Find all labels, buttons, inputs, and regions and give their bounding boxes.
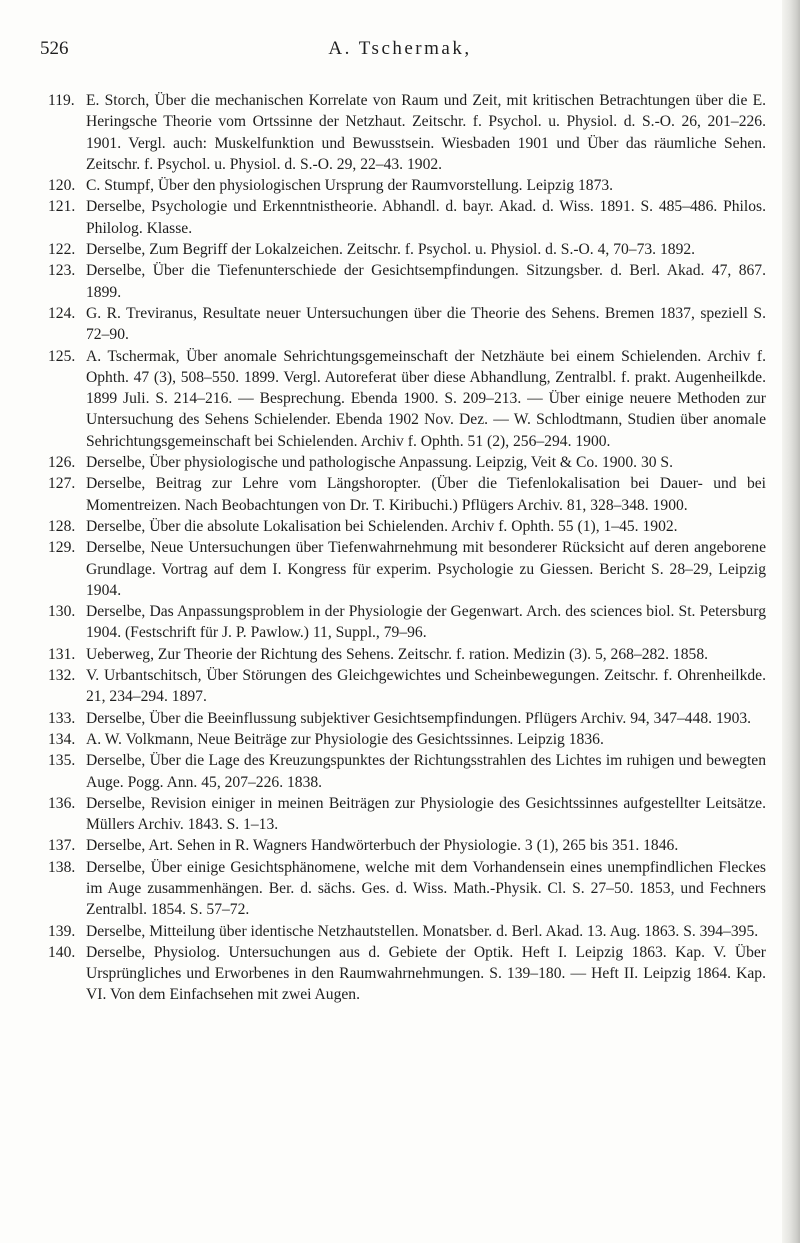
reference-text: Derselbe, Über die Lage des Kreuzungspunktes der Richtungsstrahlen des Lichtes im ruhigen und bewegten Auge. Pogg. Ann. 45, 207–226. 1838. <box>86 752 766 791</box>
reference-text: Derselbe, Art. Sehen in R. Wagners Handwörterbuch der Physiologie. 3 (1), 265 bis 351. 1846. <box>86 837 679 855</box>
reference-text: Derselbe, Beitrag zur Lehre vom Längshoropter. (Über die Tiefenlokalisation bei Dauer- und bei Momentreizen. Nach Beobachtungen von Dr. T. Kiribuchi.) Pflügers Archiv. 81, 328–348. 1900. <box>86 475 766 514</box>
reference-entry <box>48 942 766 1006</box>
reference-text: Derselbe, Psychologie und Erkenntnistheorie. Abhandl. d. bayr. Akad. d. Wiss. 1891. S. 485–486. Philos. Philolog. Klasse. <box>86 198 766 237</box>
reference-entry <box>48 537 766 601</box>
running-head <box>40 38 760 64</box>
reference-number: 132. <box>48 667 76 685</box>
reference-number: 127. <box>48 475 76 493</box>
reference-entry <box>48 175 766 196</box>
reference-number: 135. <box>48 752 76 770</box>
reference-number: 131. <box>48 645 76 663</box>
running-title <box>40 38 760 60</box>
reference-number: 129. <box>48 539 76 557</box>
reference-text: C. Stumpf, Über den physiologischen Ursprung der Raumvorstellung. Leipzig 1873. <box>86 177 614 195</box>
reference-entry <box>48 303 766 346</box>
reference-text: Derselbe, Physiolog. Untersuchungen aus d. Gebiete der Optik. Heft I. Leipzig 1863. Kap. V. Über Ursprüngliches und Erworbenes in den Raumwahrnehmungen. S. 139–180. — Heft II. Leipzig 1864. Kap. VI. Von dem Einfachsehen mit zwei Augen. <box>86 943 766 1004</box>
reference-text: V. Urbantschitsch, Über Störungen des Gleichgewichtes und Scheinbewegungen. Zeitschr. f. Ohrenheilkde. 21, 234–294. 1897. <box>86 667 766 706</box>
reference-number: 138. <box>48 858 76 876</box>
reference-text: Derselbe, Zum Begriff der Lokalzeichen. Zeitschr. f. Psychol. u. Physiol. d. S.-O. 4, 70–73. 1892. <box>86 241 696 259</box>
reference-entry <box>48 346 766 452</box>
page-edge-shadow <box>782 0 800 1243</box>
reference-entry <box>48 835 766 856</box>
reference-entry <box>48 708 766 729</box>
reference-number: 120. <box>48 177 76 195</box>
reference-text: Ueberweg, Zur Theorie der Richtung des Sehens. Zeitschr. f. ration. Medizin (3). 5, 268–282. 1858. <box>86 645 709 663</box>
reference-text: Derselbe, Über die Tiefenunterschiede der Gesichtsempfindungen. Sitzungsber. d. Berl. Akad. 47, 867. 1899. <box>86 262 766 301</box>
reference-text: Derselbe, Mitteilung über identische Netzhautstellen. Monatsber. d. Berl. Akad. 13. Aug. 1863. S. 394–395. <box>86 922 759 940</box>
running-title-text: A. Tschermak, <box>328 38 472 59</box>
reference-entry <box>48 90 766 175</box>
reference-list <box>48 90 766 1006</box>
reference-entry <box>48 601 766 644</box>
reference-entry <box>48 665 766 708</box>
reference-text: E. Storch, Über die mechanischen Korrelate von Raum und Zeit, mit kritischen Betrachtungen über die E. Heringsche Theorie vom Ortssinne der Netzhaut. Zeitschr. f. Psychol. u. Physiol. d. S.-O. 26, 201–226. 1901. Vergl. auch: Muskelfunktion und Bewusstsein. Wiesbaden 1901 und Über das räumliche Sehen. Zeitschr. f. Psychol. u. Physiol. d. S.-O. 29, 22–43. 1902. <box>86 92 766 173</box>
reference-entry <box>48 452 766 473</box>
reference-number: 126. <box>48 454 76 472</box>
reference-number: 137. <box>48 837 76 855</box>
reference-text: Derselbe, Über die Beeinflussung subjektiver Gesichtsempfindungen. Pflügers Archiv. 94, 347–448. 1903. <box>86 709 752 727</box>
reference-number: 121. <box>48 198 76 216</box>
reference-entry <box>48 260 766 303</box>
reference-number: 123. <box>48 262 76 280</box>
reference-text: Derselbe, Das Anpassungsproblem in der Physiologie der Gegenwart. Arch. des sciences biol. St. Petersburg 1904. (Festschrift für J. P. Pawlow.) 11, Suppl., 79–96. <box>86 603 766 642</box>
reference-number: 136. <box>48 794 76 812</box>
reference-entry <box>48 793 766 836</box>
reference-entry <box>48 729 766 750</box>
reference-number: 128. <box>48 517 76 535</box>
reference-text: Derselbe, Neue Untersuchungen über Tiefenwahrnehmung mit besonderer Rücksicht auf deren angeborene Grundlage. Vortrag auf dem I. Kongress für experim. Psychologie zu Giessen. Bericht S. 28–29, Leipzig 1904. <box>86 539 766 599</box>
reference-number: 133. <box>48 709 76 727</box>
reference-entry <box>48 516 766 537</box>
reference-text: Derselbe, Über einige Gesichtsphänomene, welche mit dem Vorhandensein eines unempfindlichen Fleckes im Auge zusammenhängen. Ber. d. sächs. Ges. d. Wiss. Math.-Physik. Cl. S. 27–50. 1853, und Fechners Zentralbl. 1854. S. 57–72. <box>86 858 766 919</box>
reference-text: A. W. Volkmann, Neue Beiträge zur Physiologie des Gesichtssinnes. Leipzig 1836. <box>86 730 604 748</box>
reference-entry <box>48 196 766 239</box>
reference-entry <box>48 644 766 665</box>
reference-number: 125. <box>48 347 76 365</box>
reference-text: G. R. Treviranus, Resultate neuer Untersuchungen über die Theorie des Sehens. Bremen 1837, speziell S. 72–90. <box>86 304 766 344</box>
reference-text: A. Tschermak, Über anomale Sehrichtungsgemeinschaft der Netzhäute bei einem Schielenden. Archiv f. Ophth. 47 (3), 508–550. 1899. Vergl. Autoreferat über diese Abhandlung, Zentralbl. f. prakt. Augenheilkde. 1899 Juli. S. 214–216. — Besprechung. Ebenda 1900. S. 209–213. — Über einige neuere Methoden zur Untersuchung des Sehens Schielender. Ebenda 1902 Nov. Dez. — W. Schlodtmann, Studien über anomale Sehrichtungsgemeinschaft bei Schielenden. Archiv f. Ophth. 51 (2), 256–294. 1900. <box>86 347 766 450</box>
reference-text: Derselbe, Revision einiger in meinen Beiträgen zur Physiologie des Gesichtssinnes aufgestellter Leitsätze. Müllers Archiv. 1843. S. 1–13. <box>86 794 766 834</box>
page-number: 526 <box>40 38 69 59</box>
reference-entry <box>48 750 766 793</box>
reference-text: Derselbe, Über die absolute Lokalisation bei Schielenden. Archiv f. Ophth. 55 (1), 1–45. 1902. <box>86 517 678 535</box>
reference-number: 119. <box>48 92 75 109</box>
reference-number: 139. <box>48 922 76 940</box>
reference-entry <box>48 239 766 260</box>
reference-entry <box>48 857 766 921</box>
reference-entry <box>48 473 766 516</box>
reference-number: 130. <box>48 603 76 621</box>
reference-number: 140. <box>48 943 76 961</box>
reference-text: Derselbe, Über physiologische und pathologische Anpassung. Leipzig, Veit & Co. 1900. 30 S. <box>86 454 674 472</box>
reference-number: 122. <box>48 241 76 259</box>
reference-entry <box>48 921 766 942</box>
reference-number: 134. <box>48 730 76 748</box>
reference-number: 124. <box>48 304 76 322</box>
